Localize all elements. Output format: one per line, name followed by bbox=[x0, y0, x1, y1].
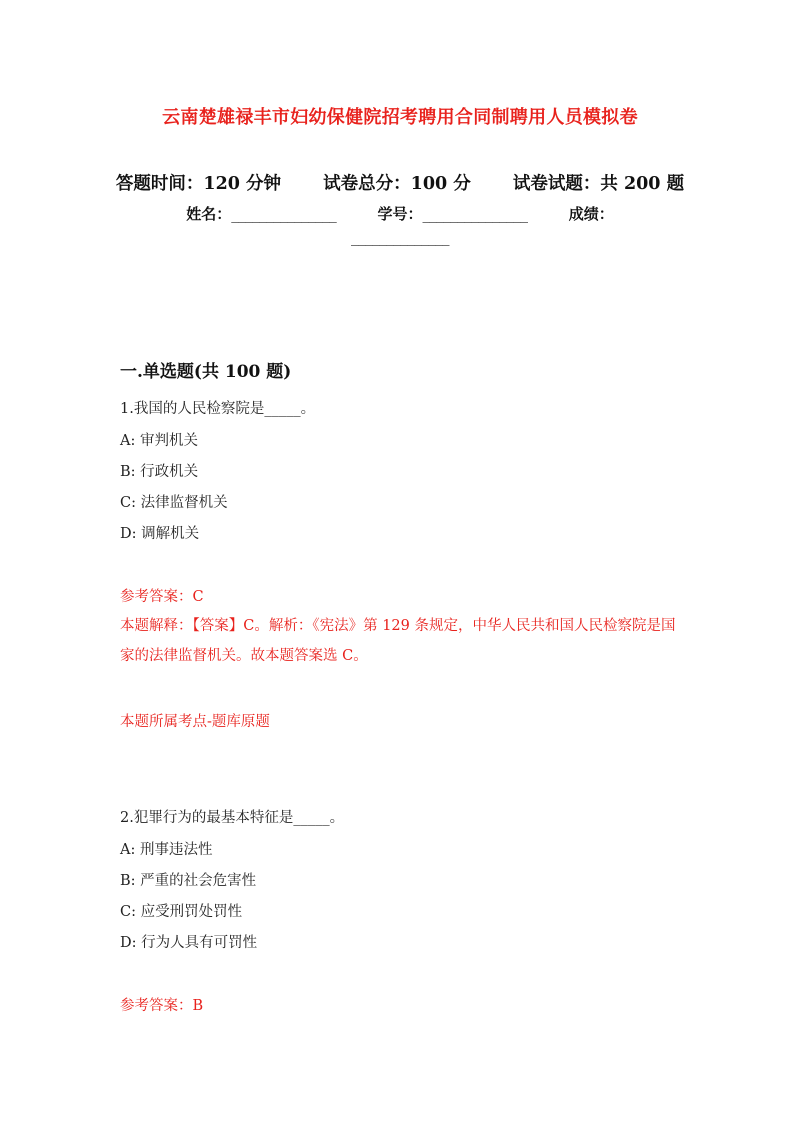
name-blank: _______________ bbox=[231, 205, 337, 223]
question-2-answer: 参考答案：B bbox=[120, 998, 204, 1014]
exam-meta bbox=[0, 170, 800, 195]
question-2-option-b: B: 严重的社会危害性 bbox=[120, 873, 257, 889]
id-field bbox=[377, 203, 527, 224]
question-1-option-c: C: 法律监督机关 bbox=[120, 495, 228, 511]
id-label: 学号： bbox=[377, 205, 423, 223]
id-blank: _______________ bbox=[422, 205, 528, 223]
question-1-source: 本题所属考点-题库原题 bbox=[120, 714, 270, 730]
question-2-stem: 2.犯罪行为的最基本特征是_____。 bbox=[120, 810, 345, 826]
document-title: 云南楚雄禄丰市妇幼保健院招考聘用合同制聘用人员模拟卷 bbox=[162, 107, 638, 128]
student-fields bbox=[0, 203, 800, 224]
question-1-option-d: D: 调解机关 bbox=[120, 526, 200, 542]
question-2-option-c: C: 应受刑罚处罚性 bbox=[120, 904, 243, 920]
question-2-option-a: A: 刑事违法性 bbox=[120, 842, 213, 858]
question-1-answer: 参考答案：C bbox=[120, 589, 204, 605]
score-label: 成绩： bbox=[568, 205, 614, 223]
section-title: 一.单选题(共 100 题) bbox=[120, 362, 292, 382]
name-field bbox=[186, 203, 336, 224]
question-2-option-d: D: 行为人具有可罚性 bbox=[120, 935, 258, 951]
question-1-stem: 1.我国的人民检察院是_____。 bbox=[120, 401, 316, 417]
exam-question-count: 试卷试题：共 200 题 bbox=[512, 174, 685, 194]
score-field bbox=[569, 203, 614, 224]
question-1-option-a: A: 审判机关 bbox=[120, 433, 198, 449]
name-label: 姓名： bbox=[186, 205, 232, 223]
exam-total-score: 试卷总分：100 分 bbox=[323, 174, 471, 194]
question-1-explanation: 本题解释：【答案】C。解析：《宪法》第 129 条规定，中华人民共和国人民检察院是国家的法律监督机关。故本题答案选 C。 bbox=[120, 618, 676, 664]
exam-time: 答题时间：120 分钟 bbox=[115, 174, 282, 194]
score-blank: ______________ bbox=[351, 228, 449, 246]
question-1-option-b: B: 行政机关 bbox=[120, 464, 199, 480]
